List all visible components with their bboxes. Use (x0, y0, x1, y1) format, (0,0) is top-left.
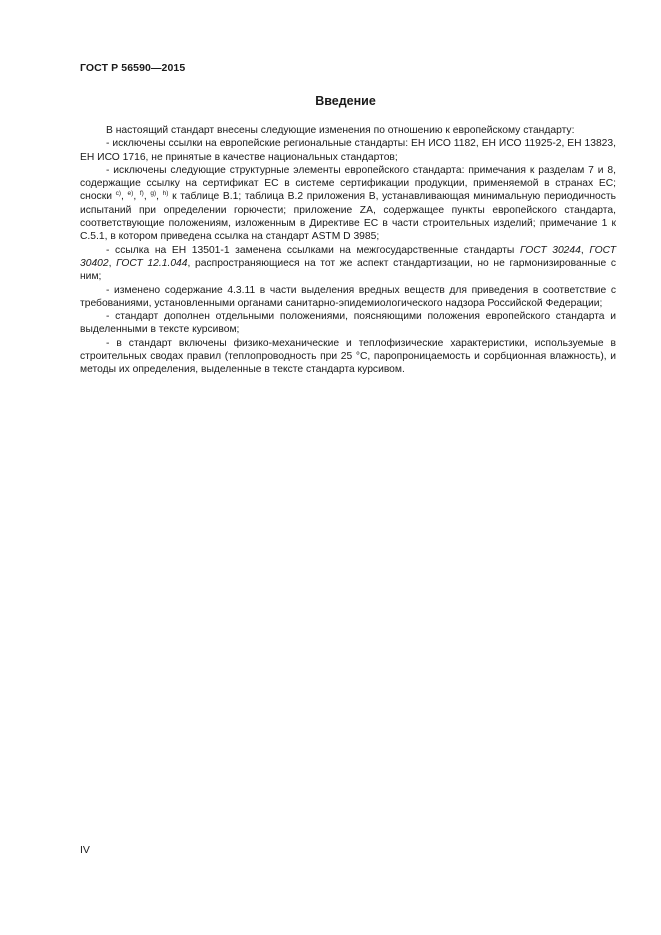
replaced-reference-item: - ссылка на ЕН 13501-1 заменена ссылками на межгосударственные стандарты ГОСТ 30244, ГОСТ 30402, ГОСТ 12.1.044, распространяющиеся на тот же аспект стандартизации, но не гармонизированные с ним; (80, 244, 616, 283)
changed-content-item: - изменено содержание 4.3.11 в части выделения вредных веществ для приведения в соответствие с требованиями, установленными органами санитарно-эпидемиологического надзора Российской Федерации; (80, 284, 616, 309)
replaced-reference-text: - ссылка на ЕН 13501-1 заменена ссылками на межгосударственные стандарты (106, 244, 515, 256)
included-characteristics-item: - в стандарт включены физико-механические и теплофизические характеристики, используемые в строительных сводах правил (теплопроводность при 25 °С, паропроницаемость и сорбционная влажность), и методы их определения, выделенные в тексте стандарта курсивом. (80, 337, 616, 376)
replaced-reference-text-continued: , распространяющиеся на тот же аспект стандартизации, но не гармонизированные с ним; (80, 257, 616, 283)
footnote-marker: e) (127, 190, 134, 198)
excluded-elements-text: - исключены следующие структурные элементы европейского стандарта: примечания к разделам 7 и 8, содержащие ссылку на сертификат ЕС в системе сертификации продукции, применяемой в странах ЕС; сноски (80, 164, 616, 203)
section-title: Введение (315, 94, 376, 108)
footnote-marker: f) (139, 190, 144, 198)
footnote-marker: g) (150, 190, 157, 198)
excluded-elements-text-continued: к таблице В.1; таблица В.2 приложения В, устанавливающая минимальную периодичность испытаний при определении горючести; приложение ZA, содержащее пункты европейского стандарта, соответствующие положениям, изложенным в Директиве ЕС в части строительных изделий; примечание 1 к С.5.1, в котором приведена ссылка на стандарт ASTM D 3985; (80, 191, 616, 243)
standard-reference: ГОСТ 12.1.044 (116, 257, 188, 269)
excluded-references-item: - исключены ссылки на европейские региональные стандарты: ЕН ИСО 1182, ЕН ИСО 11925-2, ЕН 13823, ЕН ИСО 1716, не принятые в качестве национальных стандартов; (80, 138, 616, 163)
footnote-marker: c) (115, 190, 122, 198)
intro-paragraph: В настоящий стандарт внесены следующие изменения по отношению к европейскому стандарту: (106, 125, 575, 136)
standard-reference: ГОСТ 30244 (519, 244, 581, 256)
excluded-elements-item: - исключены следующие структурные элементы европейского стандарта: примечания к разделам 7 и 8, содержащие ссылку на сертификат ЕС в системе сертификации продукции, применяемой в странах ЕС; сноски $^{c)}$, $^{e)}$, $^{f)}$, $^{g)}$, $^{h)}$ к таблице В.1; таблица В.2 приложения В, устанавливающая минимальную периодичность испытаний при определении горючести; приложение ZA, содержащее пункты европейского стандарта, соответствующие положениям, изложенным в Директиве ЕС в части строительных изделий; примечание 1 к С.5.1, в котором приведена ссылка на стандарт ASTM D 3985; (80, 164, 616, 243)
page-number: IV (80, 844, 90, 856)
standard-designation: ГОСТ Р 56590—2015 (80, 62, 186, 74)
supplemented-item: - стандарт дополнен отдельными положениями, поясняющими положения европейского стандарта и выделенными в тексте курсивом; (80, 311, 616, 336)
standard-reference: ГОСТ 30402 (80, 244, 616, 269)
introduction-body (80, 124, 616, 377)
footnote-marker: h) (162, 190, 169, 198)
